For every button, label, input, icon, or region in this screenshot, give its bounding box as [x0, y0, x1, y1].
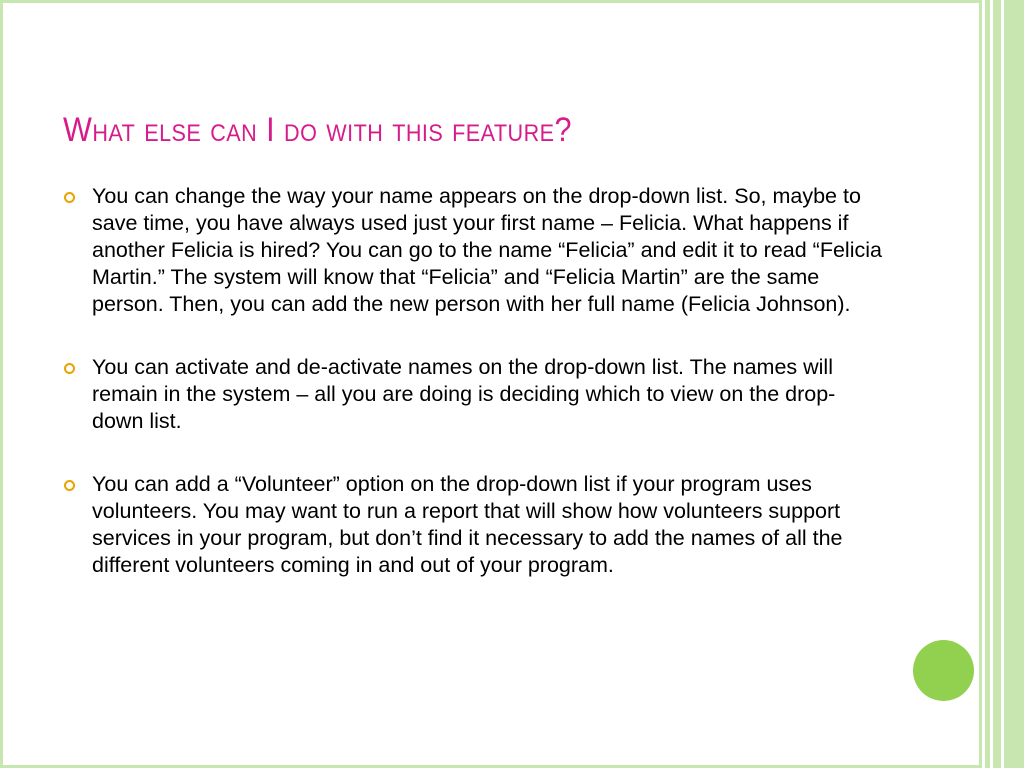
slide-title: What else can I do with this feature? [63, 111, 572, 149]
bullet-text: You can change the way your name appears on the drop-down list. So, maybe to save time, you have always used just your first name – Felicia. What happens if another Felicia is hired? You can go to the name “Felicia” and edit it to read “Felicia Martin.” The system will know that “Felicia” and “Felicia Martin” are the same person. Then, you can add the new person with her full name (Felicia Johnson). [92, 184, 882, 316]
bullet-item [63, 183, 883, 318]
frame-border-top [0, 0, 982, 3]
decorative-stripe [993, 0, 1001, 768]
bullet-item [63, 354, 883, 435]
bullet-item [63, 471, 883, 579]
bullet-list [63, 183, 883, 615]
bullet-text: You can activate and de-activate names on the drop-down list. The names will remain in the system – all you are doing is deciding which to view on the drop-down list. [92, 355, 836, 433]
bullet-icon [64, 480, 75, 491]
frame-border-left [0, 0, 3, 768]
bullet-icon [64, 192, 75, 203]
decorative-stripe [1004, 0, 1024, 768]
decorative-stripe [985, 0, 990, 768]
green-circle-icon [913, 640, 974, 701]
decorative-stripe [979, 0, 982, 768]
bullet-icon [64, 363, 75, 374]
bullet-text: You can add a “Volunteer” option on the drop-down list if your program uses volunteers. You may want to run a report that will show how volunteers support services in your program, but don’t find it necessary to add the names of all the different volunteers coming in and out of your program. [92, 472, 843, 577]
